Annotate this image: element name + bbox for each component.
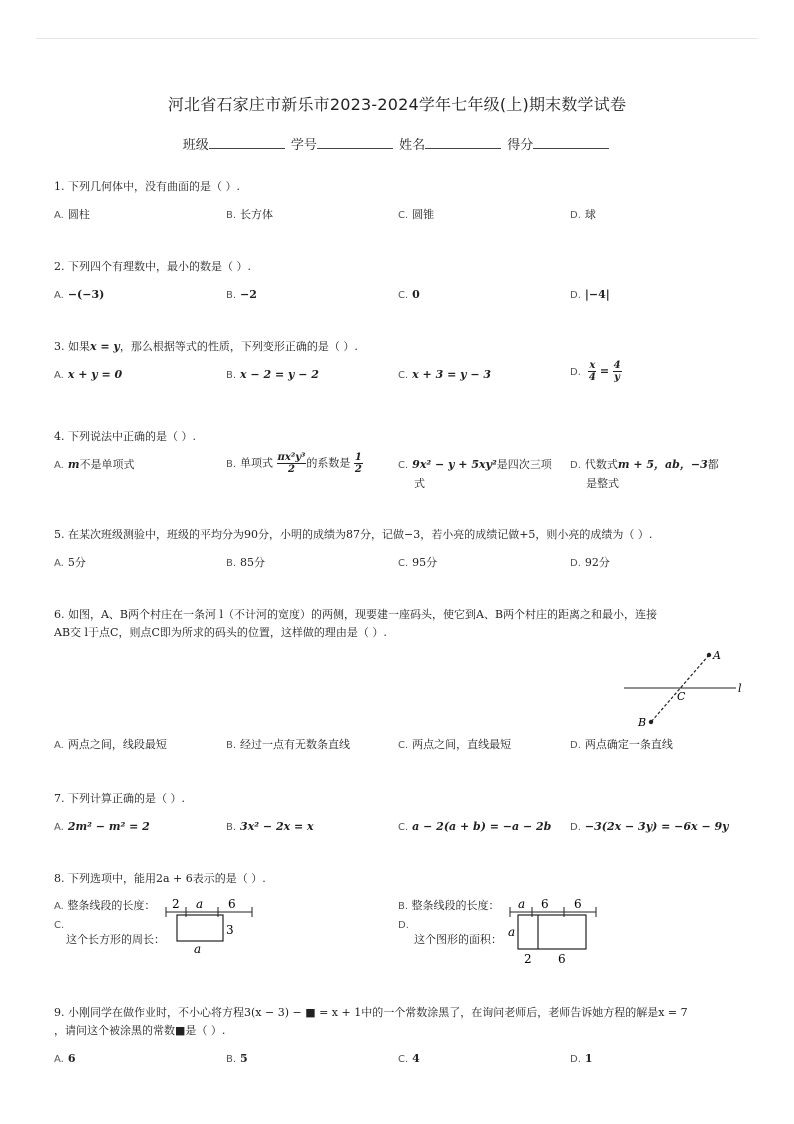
svg-text:2: 2: [172, 897, 180, 911]
question-stem-line1: 6. 如图，A、B两个村庄在一条河 l（不计河的宽度）的两侧，现要建一座码头，使它到A、B两个村庄的距离之和最小，连接: [54, 608, 658, 621]
page-title: 河北省石家庄市新乐市2023-2024学年七年级(上)期末数学试卷: [167, 95, 627, 114]
options: [54, 360, 744, 386]
question-stem-line2: ，请问这个被涂黑的常数■是（ ）.: [54, 1024, 226, 1037]
question-5: [54, 526, 744, 574]
svg-text:a: a: [194, 942, 202, 956]
option-b: B. 单项式 $\frac{\text{πx²y³}}{2}$ 的系数是 $\frac{1}{2}$: [226, 452, 362, 475]
option-c: C. 9x² − y + 5xy²是四次三项 式: [398, 458, 552, 490]
svg-text:6: 6: [541, 897, 549, 911]
svg-text:a: a: [518, 897, 526, 911]
score-blank[interactable]: [533, 136, 609, 149]
option-b: B. 经过一点有无数条直线: [226, 738, 351, 751]
svg-text:a: a: [508, 925, 516, 939]
q8-option-b: B. 整条线段的长度：: [398, 899, 500, 912]
option-b: B. −2: [226, 288, 257, 301]
option-d: D. 球: [570, 208, 596, 221]
options: [54, 554, 744, 574]
score-label: 得分: [507, 138, 534, 153]
svg-text:6: 6: [574, 897, 582, 911]
option-b: B. 3x² − 2x = x: [226, 820, 314, 833]
question-stem: 1. 下列几何体中，没有曲面的是（ ）.: [54, 180, 240, 193]
option-a: A. 6: [54, 1052, 76, 1065]
option-c: C. x + 3 = y − 3: [398, 368, 492, 381]
option-c: C. 0: [398, 288, 420, 301]
river-diagram: [620, 645, 750, 730]
option-c: C. 两点之间，直线最短: [398, 738, 512, 751]
question-4: [54, 428, 744, 496]
option-b: B. x − 2 = y − 2: [226, 368, 319, 381]
q8-c-rectangle-figure: [174, 912, 238, 956]
option-c: C. 4: [398, 1052, 420, 1065]
option-d: D. |−4|: [570, 288, 610, 301]
point-b: [649, 720, 653, 724]
option-c: C. 圆锥: [398, 208, 435, 221]
options: [54, 206, 744, 226]
option-c: C. a − 2(a + b) = −a − 2b: [398, 820, 552, 833]
option-b: B. 5: [226, 1052, 248, 1065]
option-a: A. m不是单项式: [54, 458, 135, 471]
question-8: [54, 870, 744, 888]
option-a: A. 2m² − m² = 2: [54, 820, 150, 833]
question-stem: 4. 下列说法中正确的是（ ）.: [54, 430, 196, 443]
point-a: [707, 653, 711, 657]
option-b: B. 85分: [226, 556, 266, 569]
option-d: D. 代数式m + 5，ab，−3都 是整式: [570, 458, 719, 490]
svg-text:3: 3: [226, 923, 234, 937]
option-d: D. 1: [570, 1052, 593, 1065]
label-a: A: [713, 649, 721, 662]
option-a: A. x + y = 0: [54, 368, 123, 381]
question-2: [54, 258, 744, 306]
number-blank[interactable]: [317, 136, 393, 149]
question-stem: 2. 下列四个有理数中，最小的数是（ ）.: [54, 260, 251, 273]
student-info-fields: [0, 134, 794, 153]
svg-text:2: 2: [524, 952, 532, 966]
option-a: A. −(−3): [54, 288, 105, 301]
question-9: [54, 1004, 744, 1070]
label-c: C: [677, 690, 686, 703]
question-stem: 7. 下列计算正确的是（ ）.: [54, 792, 185, 805]
options: [54, 286, 744, 306]
q8-option-d: D. 这个图形的面积：: [398, 920, 502, 946]
question-stem-line1: 9. 小刚同学在做作业时，不小心将方程3(x − 3) − ■ = x + 1中的一个常数涂黑了，在询问老师后，老师告诉她方程的解是x = 7: [54, 1006, 688, 1019]
svg-text:6: 6: [228, 897, 236, 911]
q8-option-a: A. 整条线段的长度：: [54, 899, 156, 912]
q8-d-area-figure: [506, 912, 590, 968]
class-label: 班级: [182, 138, 209, 153]
question-stem: 8. 下列选项中，能用2a + 6表示的是（ ）.: [54, 872, 266, 885]
question-stem-line2: AB交 l于点C，则点C即为所求的码头的位置，这样做的理由是（ ）.: [54, 626, 387, 639]
question-stem: 3. 如果x = y，那么根据等式的性质，下列变形正确的是（ ）.: [54, 340, 358, 353]
option-b: B. 长方体: [226, 208, 274, 221]
question-stem: 5. 在某次班级测验中，班级的平均分为90分，小明的成绩为87分，记做−3，若小亮的成绩记做+5，则小亮的成绩为（ ）.: [54, 528, 653, 541]
label-l: l: [738, 682, 742, 695]
question-1: [54, 178, 744, 226]
svg-text:a: a: [196, 897, 204, 911]
option-d: D. $\frac{x}{4}$ = $\frac{4}{y}$: [570, 360, 621, 383]
svg-text:6: 6: [558, 952, 566, 966]
name-label: 姓名: [399, 138, 426, 153]
option-a: A. 两点之间，线段最短: [54, 738, 167, 751]
question-3: [54, 338, 744, 386]
options: [54, 736, 744, 756]
question-7: [54, 790, 744, 838]
question-6: [54, 606, 744, 642]
label-b: B: [638, 716, 647, 729]
q8-option-c: C. 这个长方形的周长：: [54, 920, 165, 946]
options: [54, 452, 744, 496]
question-6-options: [54, 736, 744, 756]
option-d: D. 两点确定一条直线: [570, 738, 673, 751]
option-a: A. 圆柱: [54, 208, 90, 221]
option-a: A. 5分: [54, 556, 86, 569]
options: [54, 1050, 744, 1070]
header-rule: [36, 38, 758, 39]
class-blank[interactable]: [209, 136, 285, 149]
option-c: C. 95分: [398, 556, 438, 569]
options: [54, 818, 744, 838]
number-label: 学号: [290, 138, 317, 153]
option-d: D. 92分: [570, 556, 610, 569]
option-d: D. −3(2x − 3y) = −6x − 9y: [570, 820, 729, 833]
name-blank[interactable]: [425, 136, 501, 149]
